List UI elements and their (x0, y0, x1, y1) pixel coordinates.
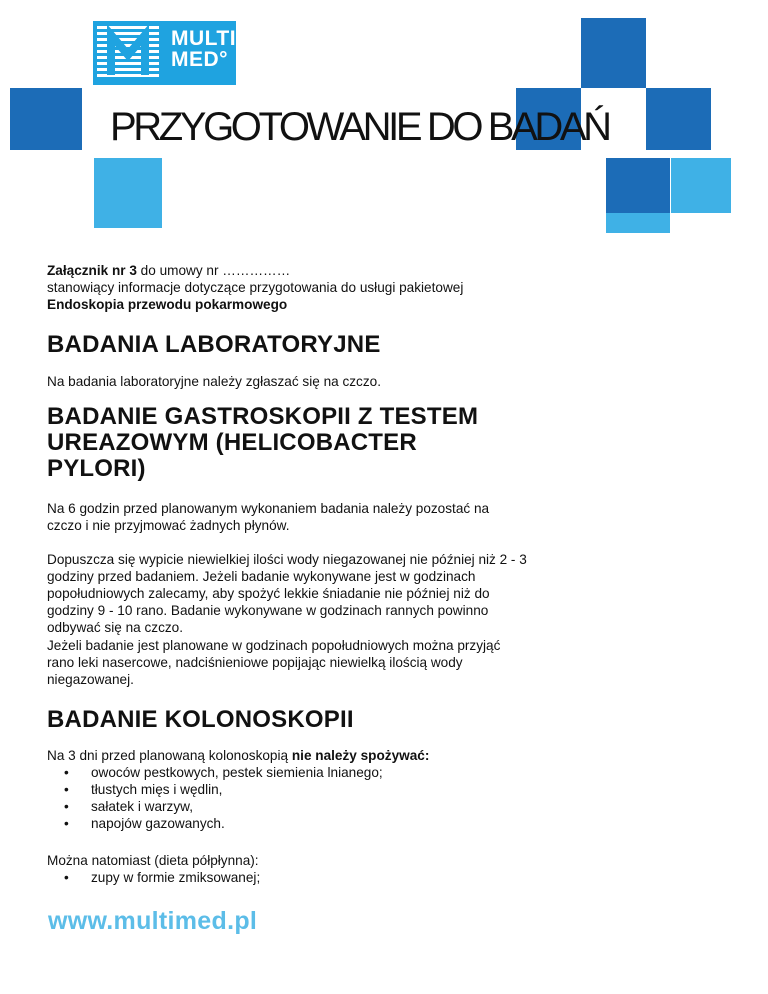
multimed-logo (93, 21, 236, 85)
decor-square-top (581, 18, 646, 88)
service-name: Endoskopia przewodu pokarmowego (47, 297, 288, 312)
allowed-intro: Można natomiast (dieta półpłynna): (47, 853, 259, 868)
website-link[interactable]: www.multimed.pl (48, 907, 258, 935)
gastro-paragraph-2: Dopuszcza się wypicie niewielkiej ilości wody niegazowanej nie później niż 2 - 3 godziny przed badaniem. Jeżeli badanie wykonywane jest w godzinach popołudniowych zalecamy, aby spożyć lekkie śniadanie nie później niż do godziny 9 - 10 rano. Badanie wykonywane w godzinach rannych powinno odbywać się na czczo. (47, 552, 527, 635)
annex-number: Załącznik nr 3 (47, 263, 137, 278)
decor-square-right-3 (606, 213, 670, 233)
lab-text: Na badania laboratoryjne należy zgłaszać się na czczo. (47, 374, 381, 389)
decor-square-left-bottom (94, 158, 162, 228)
list-item: • tłustych mięs i wędlin, (64, 782, 223, 797)
annex-contract: do umowy nr …………… (136, 263, 291, 278)
gastro-paragraph-1: Na 6 godzin przed planowanym wykonaniem badania należy pozostać na czczo i nie przyjmować żadnych płynów. (47, 501, 490, 533)
heading-colonoscopy: BADANIE KOLONOSKOPII (47, 706, 354, 733)
colono-intro: Na 3 dni przed planowaną kolonoskopią nie należy spożywać: (47, 748, 430, 763)
heading-lab: BADANIA LABORATORYJNE (47, 331, 381, 358)
bullet-icon: • (64, 816, 69, 831)
avoid-list (47, 764, 383, 832)
list-item: • owoców pestkowych, pestek siemienia lnianego; (64, 765, 383, 780)
list-item: • napojów gazowanych. (64, 816, 225, 831)
decor-square-left-top (10, 88, 82, 150)
logo-text: MULTI MED° (171, 27, 237, 71)
bullet-icon: • (64, 765, 69, 780)
decor-square-top-right (646, 88, 711, 150)
list-item: • zupy w formie zmiksowanej; (64, 870, 261, 885)
bullet-icon: • (64, 870, 69, 885)
page-title: PRZYGOTOWANIE DO BADAŃ (110, 105, 609, 149)
annex-description: stanowiący informacje dotyczące przygotowania do usługi pakietowej (47, 280, 464, 295)
allowed-list (47, 869, 260, 886)
decor-square-right-1 (671, 158, 731, 213)
bullet-icon: • (64, 799, 69, 814)
logo-mark-icon (95, 23, 161, 83)
decor-square-right-2 (606, 158, 670, 213)
gastro-paragraph-3: Jeżeli badanie jest planowane w godzinach popołudniowych można przyjąć rano leki nasercowe, nadciśnieniowe popijając niewielką ilością wody niegazowanej. (47, 638, 501, 687)
heading-gastroscopy: BADANIE GASTROSKOPII Z TESTEM UREAZOWYM (HELICOBACTER PYLORI) (47, 403, 479, 482)
list-item: • sałatek i warzyw, (64, 799, 193, 814)
colono-intro-bold: nie należy spożywać: (291, 748, 430, 763)
bullet-icon: • (64, 782, 69, 797)
annex-info (47, 262, 567, 313)
